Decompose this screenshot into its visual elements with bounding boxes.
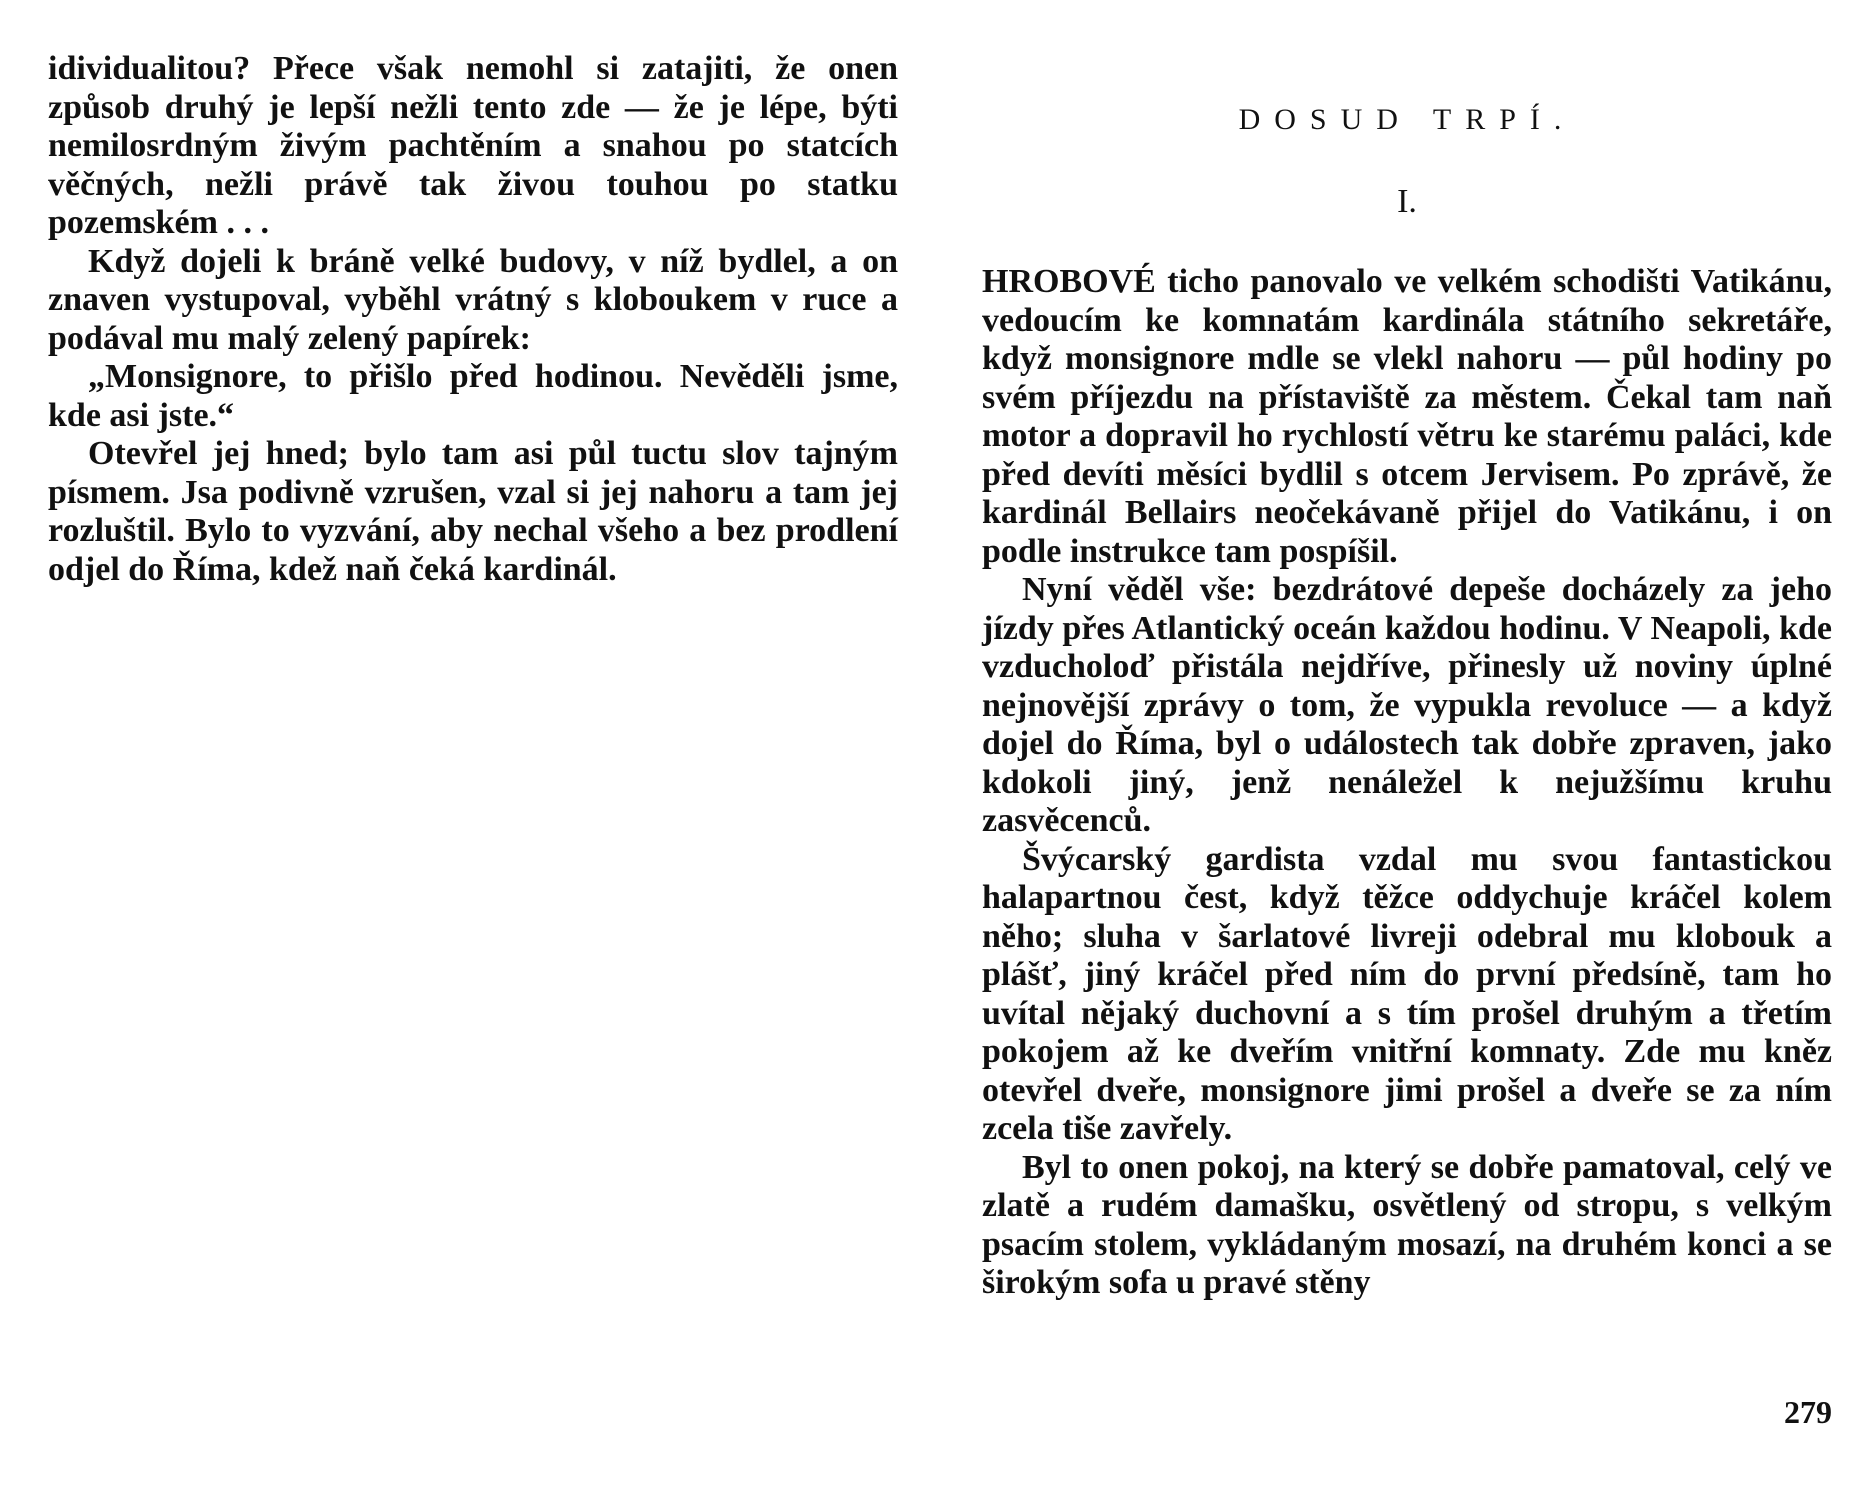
chapter-title: DOSUD TRPÍ. xyxy=(1238,103,1576,136)
paragraph: Když dojeli k bráně velké budovy, v níž bydlel, a on znaven vystupoval, vyběhl vrátný s kloboukem v ruce a podával mu malý zelený papírek: xyxy=(48,242,898,357)
paragraph: Švýcarský gardista vzdal mu svou fantastickou halapartnou čest, když těžce oddychuje kráčel kolem něho; sluha v šarlatové livreji odebral mu klobouk a plášť, jiný kráčel před ním do první předsíně, tam ho uvítal nějaký duchovní a s tím prošel druhým a třetím pokojem až ke dveřím vnitřní komnaty. Zde mu kněz otevřel dveře, monsignore jimi prošel a dveře se za ním zcela tiše zavřely. xyxy=(982,840,1832,1147)
right-page-text xyxy=(982,263,1832,1303)
right-page xyxy=(982,0,1832,1500)
left-page-text xyxy=(48,50,898,589)
paragraph: HROBOVÉ ticho panovalo ve velkém schodišti Vatikánu, vedoucím ke komnatám kardinála státního sekretáře, když monsignore mdle se vlekl nahoru — půl hodiny po svém příjezdu na přístaviště za městem. Čekal tam naň motor a dopravil ho rychlostí větru ke starému paláci, kde před devíti měsíci bydlil s otcem Jervisem. Po zprávě, že kardinál Bellairs neočekávaně přijel do Vatikánu, i on podle instrukce tam pospíšil. xyxy=(982,263,1832,570)
paragraph: idividualitou? Přece však nemohl si zatajiti, že onen způsob druhý je lepší nežli tento zde — že je lépe, býti nemilosrdným živým pachtěním a snahou po statcích věčných, nežli právě tak živou touhou po statku pozemském . . . xyxy=(48,50,898,241)
paragraph: Byl to onen pokoj, na který se dobře pamatoval, celý ve zlatě a rudém damašku, osvětlený od stropu, s velkým psacím stolem, vykládaným mosazí, na druhém konci a se širokým sofa u pravé stěny xyxy=(982,1148,1832,1301)
paragraph: Nyní věděl vše: bezdrátové depeše docházely za jeho jízdy přes Atlantický oceán každou hodinu. V Neapoli, kde vzducholoď přistála nejdříve, přinesly už noviny úplné nejnovější zprávy o tom, že vypukla revoluce — a když dojel do Říma, byl o událostech tak dobře zpraven, jako kdokoli jiný, jenž nenáležel k nejužšímu kruhu zasvěcenců. xyxy=(982,571,1832,839)
paragraph: Otevřel jej hned; bylo tam asi půl tuctu slov tajným písmem. Jsa podivně vzrušen, vzal si jej nahoru a tam jej rozluštil. Bylo to vyzvání, aby nechal všeho a bez prodlení odjel do Říma, kdež naň čeká kardinál. xyxy=(48,435,898,588)
page-number: 279 xyxy=(1784,1394,1832,1430)
left-page xyxy=(48,0,898,1500)
chapter-number: I. xyxy=(1397,183,1417,220)
paragraph: „Monsignore, to přišlo před hodinou. Nevěděli jsme, kde asi jste.“ xyxy=(48,358,898,434)
